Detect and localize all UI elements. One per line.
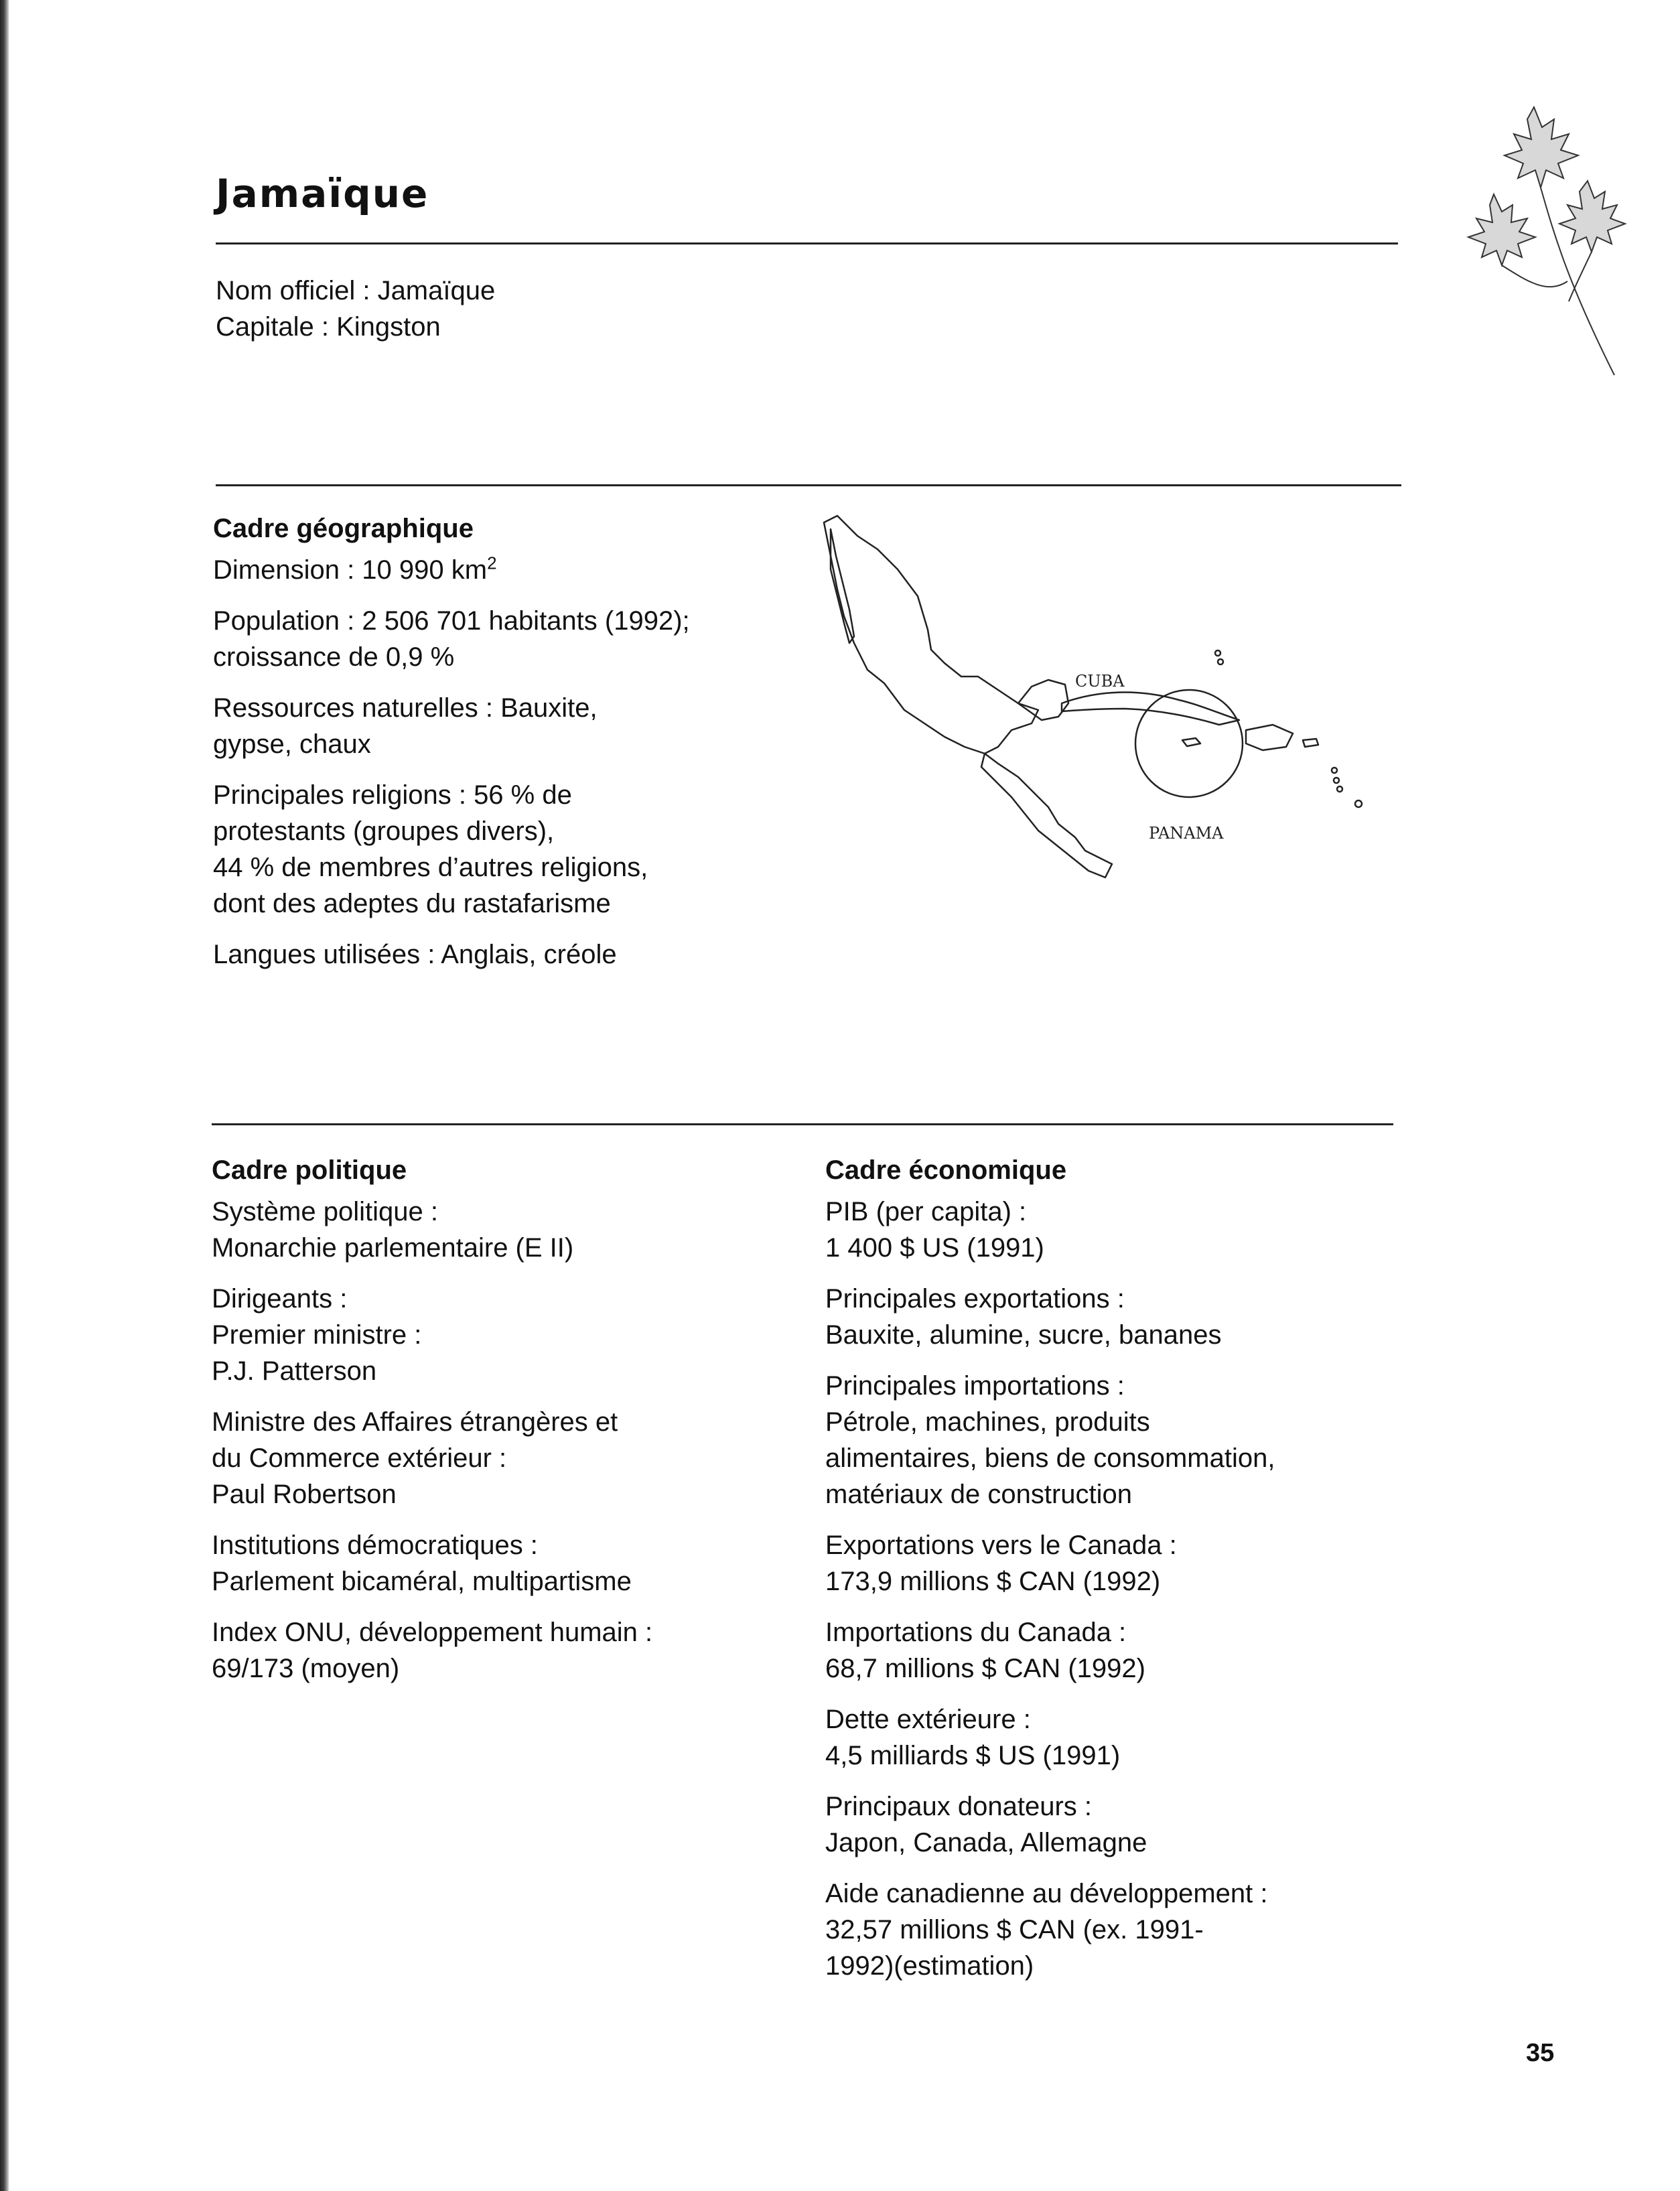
title-divider [216,242,1398,244]
main-exports: Principales exportations : Bauxite, alumine, sucre, bananes [825,1284,1222,1350]
official-name: Nom officiel : Jamaïque [216,276,496,305]
region-map [817,509,1380,884]
dimension-unit-exponent: 2 [487,553,497,573]
map-baja-outline [831,529,854,643]
capital: Capitale : Kingston [216,312,441,342]
imports-from-canada: Importations du Canada : 68,7 millions $ CAN (1992) [825,1618,1145,1683]
population: Population : 2 506 701 habitants (1992); croissance de 0,9 % [213,606,690,672]
maple-leaf-icon [1454,80,1628,382]
map-jamaica-highlight-circle [1135,690,1243,797]
map-puerto-rico-outline [1303,739,1318,747]
natural-resources: Ressources naturelles : Bauxite, gypse, chaux [213,693,598,759]
geography-divider [216,484,1401,486]
main-donors: Principaux donateurs : Japon, Canada, Allemagne [825,1792,1147,1857]
languages: Langues utilisées : Anglais, créole [213,940,617,969]
page-title: Jamaïque [216,171,429,216]
identity-section [216,273,495,345]
geography-heading: Cadre géographique [213,514,474,543]
dimension-value: Dimension : 10 990 km [213,555,488,585]
map-cuba-outline [1062,693,1239,725]
map-mexico-outline [824,516,1038,754]
map-label-panama: PANAMA [1149,824,1224,843]
political-system: Système politique : Monarchie parlementaire (E II) [212,1197,574,1263]
leaders: Dirigeants : Premier ministre : P.J. Patterson [212,1284,422,1386]
foreign-minister: Ministre des Affaires étrangères et du Commerce extérieur : Paul Robertson [212,1407,618,1509]
exports-to-canada: Exportations vers le Canada : 173,9 millions $ CAN (1992) [825,1531,1177,1596]
economy-section [825,1152,1401,1999]
map-hispaniola-outline [1246,725,1293,750]
politics-heading: Cadre politique [212,1155,407,1185]
politics-economy-divider [212,1123,1393,1125]
map-yucatan-outline [1018,680,1068,720]
map-central-america-outline [981,754,1112,877]
economy-heading: Cadre économique [825,1155,1067,1185]
un-human-development-index: Index ONU, développement humain : 69/173 (moyen) [212,1618,653,1683]
map-label-cuba: CUBA [1075,672,1125,691]
page-number: 35 [1526,2039,1555,2067]
dimension [213,552,762,588]
religions: Principales religions : 56 % de protestants (groupes divers), 44 % de membres d’autres religions, dont des adeptes du rastafarisme [213,780,648,918]
democratic-institutions: Institutions démocratiques : Parlement bicaméral, multipartisme [212,1531,632,1596]
page-binding-edge [0,0,9,2191]
external-debt: Dette extérieure : 4,5 milliards $ US (1991) [825,1705,1121,1770]
canadian-development-aid: Aide canadienne au développement : 32,57 millions $ CAN (ex. 1991- 1992)(estimation) [825,1879,1268,1981]
politics-section [212,1152,788,1701]
map-jamaica-outline [1182,738,1200,746]
gdp-per-capita: PIB (per capita) : 1 400 $ US (1991) [825,1197,1044,1263]
main-imports: Principales importations : Pétrole, machines, produits alimentaires, biens de consommation, matériaux de construction [825,1371,1275,1509]
geography-section [213,510,762,987]
